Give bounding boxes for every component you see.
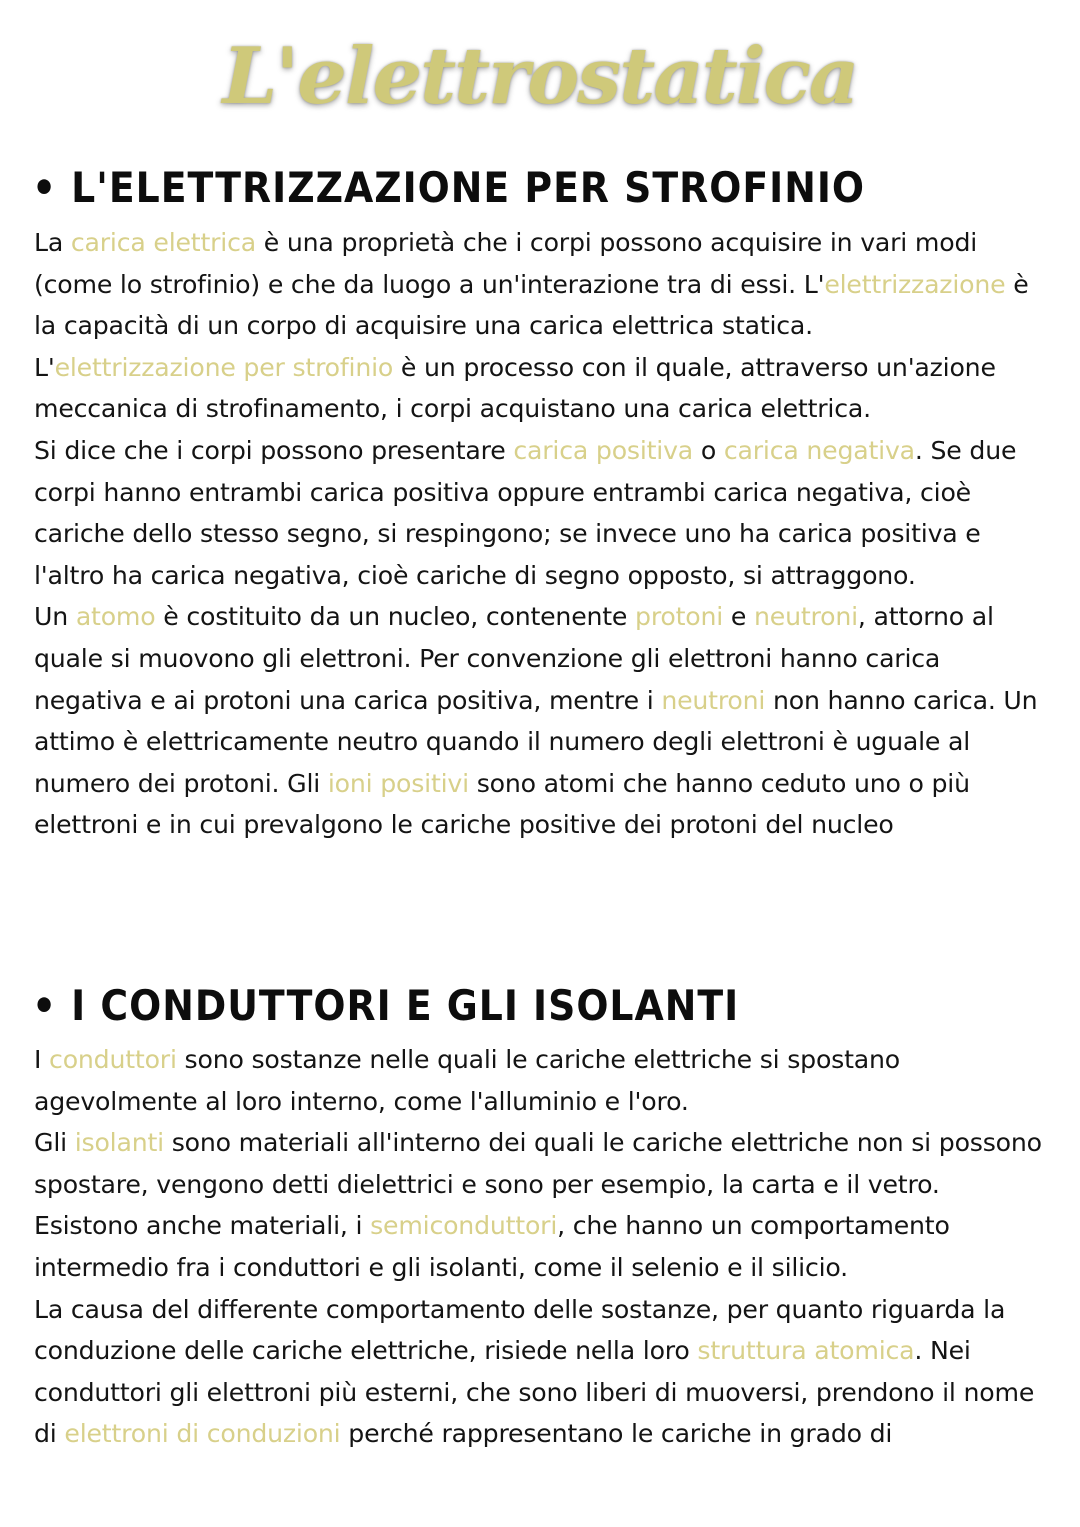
highlighted-term: protoni [635,602,724,632]
highlighted-term: conduttori [49,1045,177,1074]
body-text: La causa del differente comportamento delle sostanze, per quanto riguarda la conduzione delle cariche elettriche, risiede nella loro [34,1294,1006,1366]
bullet-icon: • [32,981,58,1030]
section-heading-conduttori [32,978,739,1034]
highlighted-term: neutroni [754,602,858,632]
body-text: L' [34,352,55,382]
highlighted-term: atomo [75,602,156,632]
body-text: , attorno al quale si muovono gli elettroni. Per convenzione gli elettroni hanno carica negativa e ai protoni una carica positiva, mentre i [34,602,994,715]
bullet-icon: • [32,163,58,212]
highlighted-term: elettrizzazione per strofinio [54,352,394,382]
body-text: o [693,435,724,465]
section-heading-text: I CONDUTTORI E GLI ISOLANTI [71,981,740,1030]
body-text: . Nei conduttori gli elettroni più esterni, che sono liberi di muoversi, prendono il nome di [34,1336,1035,1449]
section-heading-text: L'ELETTRIZZAZIONE PER STROFINIO [71,163,866,212]
body-text: perché rappresentano le cariche in grado di [340,1419,893,1449]
body-text: . Se due corpi hanno entrambi carica positiva oppure entrambi carica negativa, cioè cariche dello stesso segno, si respingono; se invece uno ha carica positiva e l'altro ha carica negativa, cioè cariche di segno opposto, si attraggono. [34,435,1017,590]
body-text: Un [34,602,76,632]
body-text: , che hanno un comportamento intermedio fra i conduttori e gli isolanti, come il selenio e il silicio. [34,1211,950,1282]
highlighted-term: neutroni [661,685,766,715]
highlighted-term: isolanti [74,1128,164,1158]
highlighted-term: carica negativa [723,435,915,465]
highlighted-term: struttura atomica [697,1336,915,1366]
body-text: La [34,228,71,257]
body-text: è una proprietà che i corpi possono acquisire in vari modi (come lo strofinio) e che da luogo a un'interazione tra di essi. L' [34,228,978,299]
body-text: I [34,1045,50,1074]
body-text: sono atomi che hanno ceduto uno o più elettroni e in cui prevalgono le cariche positive dei protoni del nucleo [34,768,970,840]
highlighted-term: carica elettrica [70,228,256,257]
section-heading-elettrizzazione [32,160,865,216]
body-text: e [723,602,755,632]
page-title: L'elettrostatica [222,31,858,122]
highlighted-term: carica positiva [513,435,694,465]
body-text: Esistono anche materiali, i [34,1211,371,1241]
body-text: è un processo con il quale, attraverso un'azione meccanica di strofinamento, i corpi acquistano una carica elettrica. [34,352,996,424]
highlighted-term: ioni positivi [327,768,469,798]
body-text: Gli [34,1128,75,1158]
section-body-conduttori [34,1039,1054,1455]
body-text: è la capacità di un corpo di acquisire una carica elettrica statica. [34,269,1029,341]
highlighted-term: semiconduttori [370,1211,558,1241]
body-text: sono sostanze nelle quali le cariche elettriche si spostano agevolmente al loro interno, come l'alluminio e l'oro. [34,1045,900,1116]
section-body-elettrizzazione [34,222,1054,846]
body-text: sono materiali all'interno dei quali le cariche elettriche non si possono spostare, vengono detti dielettrici e sono per esempio, la carta e il vetro. [34,1128,1042,1199]
body-text: non hanno carica. Un attimo è elettricamente neutro quando il numero degli elettroni è uguale al numero dei protoni. Gli [34,685,1038,798]
highlighted-term: elettroni di conduzioni [64,1419,341,1449]
body-text: è costituito da un nucleo, contenente [155,602,636,632]
highlighted-term: elettrizzazione [824,269,1006,299]
body-text: Si dice che i corpi possono presentare [34,435,514,465]
